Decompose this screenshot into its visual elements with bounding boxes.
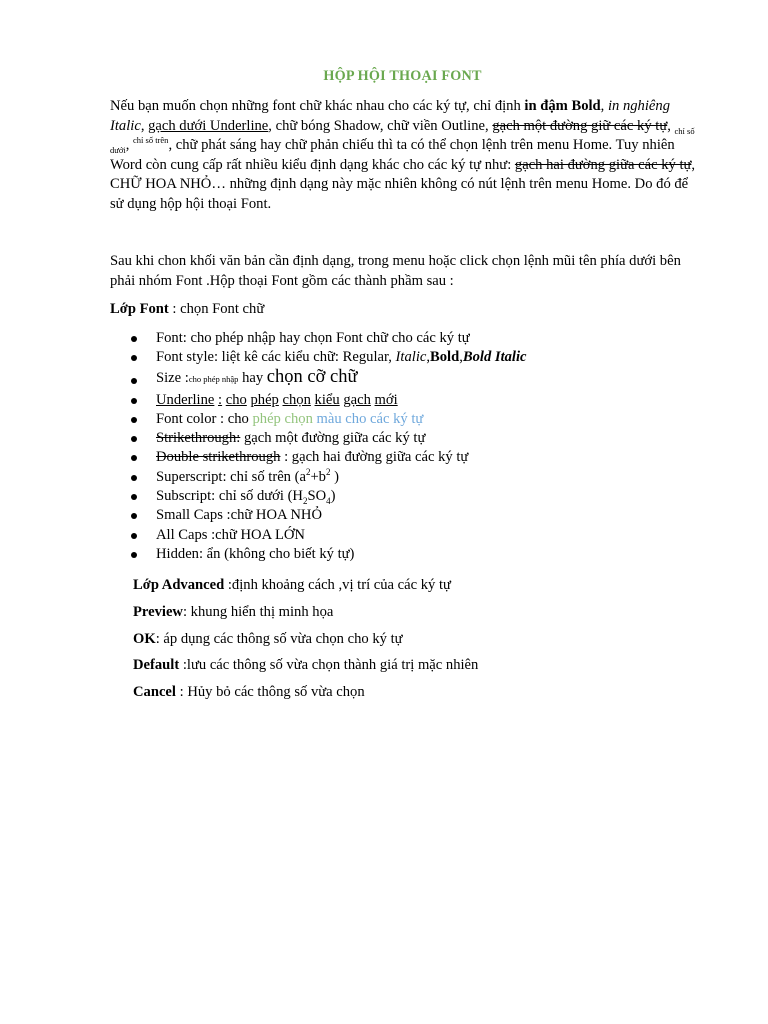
def-label: Lớp Advanced xyxy=(133,577,225,593)
item-text: hay xyxy=(238,369,267,386)
def-label: Default xyxy=(133,657,180,674)
item-text: ) xyxy=(330,488,336,505)
underline-word: chọn xyxy=(282,391,311,408)
def-label: OK xyxy=(133,630,156,647)
intro-text: , xyxy=(125,137,134,153)
list-item-underline xyxy=(110,391,710,410)
item-text: Hidden: ẩn (không cho biết ký tự) xyxy=(156,545,355,562)
list-item-subscript xyxy=(110,487,710,506)
item-text: Subscript: chỉ số dưới (H xyxy=(156,488,303,505)
list-item-size xyxy=(110,368,710,391)
italic-example: in nghiêng Italic xyxy=(110,98,670,134)
def-label: Cancel xyxy=(133,684,176,701)
item-sup: 2 xyxy=(325,466,331,477)
item-blue-text: màu cho các ký tự xyxy=(312,410,424,427)
list-item-font-style xyxy=(110,348,710,367)
list-item-font-color xyxy=(110,410,710,429)
list-item-superscript xyxy=(110,468,710,487)
bullet-icon xyxy=(131,494,137,500)
subscript-example: chỉ số dưới xyxy=(110,125,695,155)
item-sup: 2 xyxy=(305,466,311,477)
item-text: +b xyxy=(310,468,326,485)
item-text: ) xyxy=(330,468,339,485)
underline-word: kiểu xyxy=(314,391,340,408)
list-item-double-strikethrough xyxy=(110,448,710,467)
underline-word: phép xyxy=(250,391,279,408)
cancel-line xyxy=(133,683,713,710)
bold-example: in đậm Bold xyxy=(524,98,601,114)
font-tab-label: Lớp Font xyxy=(110,301,169,317)
item-text: , xyxy=(426,349,431,366)
advanced-tab-line xyxy=(133,576,713,603)
bullet-icon xyxy=(131,378,137,384)
item-text: : gạch hai đường giữa các ký tự xyxy=(280,449,469,466)
underline-word: mới xyxy=(374,391,398,408)
item-sub: 4 xyxy=(326,495,331,506)
list-item-hidden xyxy=(110,545,710,564)
item-bold: Bold xyxy=(430,349,460,366)
item-text: Superscript: chỉ số trên (a xyxy=(156,468,306,485)
default-line xyxy=(133,656,713,683)
intro-text: , xyxy=(140,117,149,134)
intro-paragraph xyxy=(110,97,702,214)
def-text: : khung hiển thị minh họa xyxy=(182,603,334,620)
list-item-font xyxy=(110,329,710,348)
bullet-icon xyxy=(131,398,137,404)
item-text: Font: cho phép nhập hay chọn Font chữ cho các ký tự xyxy=(156,330,470,346)
bullet-icon xyxy=(131,533,137,539)
def-text: : áp dụng các thông số vừa chọn cho ký tự xyxy=(155,630,403,647)
underline-word: gạch xyxy=(343,391,371,408)
item-strike-label: Double strikethrough xyxy=(156,449,281,466)
list-item-strikethrough xyxy=(110,429,710,448)
strike-example: gạch một đường giữ các ký tự xyxy=(492,117,668,134)
intro-text: , CHỮ HOA NHỎ… những định dạng này mặc nhiên không có nút lệnh trên menu Home. Do đó để sử dụng hộp hội thoại Font. xyxy=(110,156,696,212)
def-label: Preview xyxy=(133,603,183,620)
dialog-sections xyxy=(133,576,713,710)
intro-text: , chữ phát sáng hay chữ phản chiếu thì ta có thể chọn lệnh trên menu Home. Tuy nhiên Word còn cung cấp rất nhiều kiểu định dạng khác cho các ký tự như: xyxy=(110,137,675,173)
item-bold-italic: Bold Italic xyxy=(462,349,527,366)
bullet-icon xyxy=(131,513,137,519)
item-strike-label: Strikethrough: xyxy=(156,430,241,447)
item-text: , xyxy=(459,349,463,366)
intro-text: Nếu bạn muốn chọn những font chữ khác nhau cho các ký tự, chỉ định xyxy=(110,98,525,114)
document-title: HỘP HỘI THOẠI FONT xyxy=(323,68,482,84)
list-item-small-caps xyxy=(110,506,710,525)
item-sub: 2 xyxy=(302,495,308,506)
bullet-icon xyxy=(131,336,137,342)
intro-text: , xyxy=(600,98,608,114)
font-options-list xyxy=(110,329,710,564)
double-strike-example: gạch hai đường giữa các ký tự xyxy=(514,156,692,173)
bullet-icon xyxy=(131,455,137,461)
ok-line xyxy=(133,630,713,657)
intro-text: , chữ bóng Shadow, chữ viền Outline, xyxy=(268,117,493,134)
item-big-text: chọn cỡ chữ xyxy=(266,366,358,387)
item-text: gạch một đường giữa các ký tự xyxy=(240,430,426,447)
item-text: Small Caps :chữ HOA NHỎ xyxy=(156,507,323,524)
bullet-icon xyxy=(131,417,137,423)
bullet-icon xyxy=(131,355,137,361)
underline-word: cho xyxy=(225,391,247,408)
def-text: :lưu các thông số vừa chọn thành giá trị mặc nhiên xyxy=(179,657,479,674)
item-green-text: phép chọn xyxy=(252,410,313,427)
preview-line xyxy=(133,603,713,630)
bullet-icon xyxy=(131,475,137,481)
item-text: Size : xyxy=(156,369,189,386)
item-text: Font color : cho xyxy=(156,410,253,427)
intro-text: , xyxy=(667,117,675,134)
item-text: Font style: liệt kê các kiểu chữ: Regular, xyxy=(156,349,396,366)
item-small-text: cho phép nhập xyxy=(188,373,239,384)
underline-example: gạch dưới Underline xyxy=(148,117,269,134)
bullet-icon xyxy=(131,552,137,558)
def-text: :định khoảng cách ,vị trí của các ký tự xyxy=(224,577,451,593)
superscript-example: chỉ số trên xyxy=(133,135,169,146)
list-item-all-caps xyxy=(110,526,710,545)
font-tab-desc: : chọn Font chữ xyxy=(168,301,265,317)
font-tab-heading xyxy=(110,300,702,320)
instructions-paragraph: Sau khi chon khối văn bản cần định dạng, trong menu hoặc click chọn lệnh mũi tên phía dưới bên phải nhóm Font .Hộp thoại Font gồm các thành phầm sau : xyxy=(110,253,681,289)
item-text: All Caps :chữ HOA LỚN xyxy=(156,526,305,543)
bullet-icon xyxy=(131,436,137,442)
item-italic: Italic xyxy=(395,349,427,366)
item-text: SO xyxy=(307,488,327,505)
def-text: : Hủy bỏ các thông số vừa chọn xyxy=(175,684,365,701)
underline-word: : xyxy=(218,391,223,408)
underline-word: Underline xyxy=(156,391,215,408)
